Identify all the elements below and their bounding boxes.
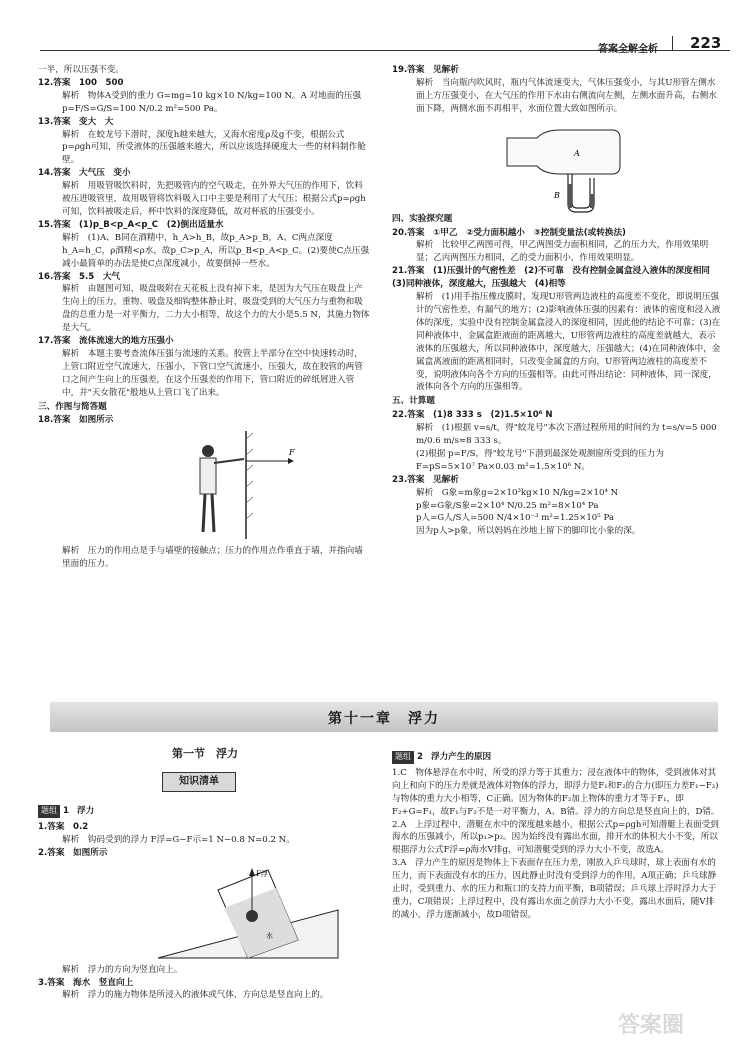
answer-line: 15.答案 (1)p_B<p_A<p_C (2)倒出适量水 [38,219,224,230]
answer-item: 1.C 物体悬浮在水中时，所受的浮力等于其重力；浸在液体中的物体，受到液体对其向上和向下的压力差就是液体对物体的浮力，即浮力是F₁和F₂的合力(即压力差F₁−F₂)与物体的重力大小相等，C正确。因为物体的F₂加上物体的重力才等于F₁，即F₂+G=F₁，故F₁与F₂不是一对平衡力，A、B错。浮力的方向总是竖直向上的，D错。 [392,767,720,817]
answer-line: 13.答案 变大 大 [38,116,114,127]
answer-line: 14.答案 大气压 变小 [38,168,131,179]
group-number: 1 [63,806,69,816]
analysis-line: 解析 浮力的施力物体是所浸入的液体或气体，方向总是竖直向上的。 [62,990,329,1001]
analysis-line: 解析 由题图可知，吸盘吸附在天花板上没有掉下来，是因为大气压在吸盘上产生向上的压力，重物、吸盘及细钩整体静止时，吸盘受到的大气压力与重物和吸盘的总重力是一对平衡力，二力大小相等，故这个力的大小是5.5 N，其施力物体是大气。 [62,284,370,334]
chapter-banner [50,702,718,732]
analysis-line: 解析 用吸管吸饮料时，先把吸管内的空气吸走，在外界大气压的作用下，饮料被压进吸管里，故用吸管将饮料吸入口中主要是利用了大气压；根据公式p=ρgh可知，饮料被吸走后，杯中饮料的深度降低，故对杯底的压强变小。 [62,181,366,217]
analysis-line: 解析 压力的作用点是手与墙壁的接触点；压力的作用点作垂直于墙，并指向墙里面的压力。 [62,546,363,570]
right-column [392,64,722,538]
analysis-line: 解析 当向瓶内吹风时，瓶内气体流速变大，气体压强变小，与其U形管左侧水面上方压强变小，在大气压的作用下水由右侧流向左侧，左侧水面升高，右侧水面下降，两侧水面不再相平，水面位置大致如图所示。 [416,77,717,114]
analysis-line: p人=G人/S人=500 N/4×10⁻³ m²=1.25×10⁵ Pa [416,513,614,524]
section-heading: 四、实验探究题 [392,213,453,224]
force-label-F: F [289,448,295,458]
analysis-line: 解析 (1)根据 v=s/t，得"蛟龙号"本次下潜过程所用的时间约为 t=s/v=5 000 m/0.6 m/s≈8 333 s。 [416,423,717,447]
answer-line: 1.答案 0.2 [38,821,89,832]
analysis-line: 解析 (1)用手指压橡皮膜时，发现U形管两边液柱的高度差不变化，即说明压强计的气密性差，有漏气的地方；(2)影响液体压强的因素有：液体的密度和浸入液体的深度，实验中没有控制金属盒浸入的深度相同，因此他的结论不可靠；(3)在同种液体中，金属盒距液面的距离越大，U形管两边液柱的高度差就越大，表示液体的压强越大，所以同种液体中，深度越大，压强越大；(4)在同种液体中，金属盒离液面的距离相同时，只改变金属盒的方向，U形管两边液柱的高度差不变，说明液体向各个方向的压强相等。由此可得出结论：同种液体，同一深度，液体向各个方向的压强相等。 [416,292,721,393]
answer-line: 21.答案 (1)压强计的气密性差 (2)不可靠 没有控制金属盒浸入液体的深度相同 (3)同种液体，深度越大，压强越大 (4)相等 [392,266,719,290]
analysis-line: 解析 在蛟龙号下潜时，深度h越来越大，又海水密度ρ及g不变，根据公式p=ρgh可知，所受液体的压强越来越大，所以应该选择硬度大一些的材料制作舱壁。 [62,129,366,166]
answer-item: 2.A 上浮过程中，潜艇在水中的深度越来越小，根据公式p=ρgh可知潜艇上表面受到海水的压强减小，所以p₁>p₂。因为始终没有露出水面，排开水的体积大小不变，所以根据浮力公式F浮=ρ海水V排g，可知潜艇受到的浮力大小不变，故选A。 [392,819,719,856]
page-number: 223 [690,34,722,52]
group2-block [392,751,722,922]
group1-block [38,805,370,1002]
answer-line: 3.答案 海水 竖直向上 [38,977,134,988]
page-header [0,0,750,58]
analysis-line: 因为p人>p象，所以妈妈在沙地上留下的脚印比小象的深。 [416,526,641,537]
analysis-line: 解析 浮力的方向为竖直向上。 [62,964,183,975]
watermark: 答案圈 [618,1013,685,1038]
group-number: 2 [417,752,423,762]
group-title: 浮力产生的原因 [430,752,492,762]
header-rule [40,50,730,51]
left-column [38,64,370,571]
answer-item: 3.A 浮力产生的原因是物体上下表面存在压力差，刚放入乒乓球时，球上表面有水的压力，而下表面没有水的压力，因此静止时没有受到浮力的作用，A项正确；乒乓球静止时，受到重力、水的压力和瓶口的支持力而平衡，B项错误；乒乓球上浮时浮力大于重力，C项错误；上浮过程中，没有露出水面之前浮力大小不变，露出水面后，随V排的减小，浮力逐渐减小，故D项错误。 [392,858,717,920]
label-A: A [574,148,580,158]
answer-line: 一半，所以压强不变。 [38,65,124,75]
section-tag: 知识清单 [162,772,236,792]
answer-line: 19.答案 见解析 [392,65,459,75]
answer-line: 2.答案 如图所示 [38,847,108,858]
chapter-title: 第十一章 浮力 [328,711,440,727]
bottle-u-tube-figure [392,116,722,212]
analysis-line: p象=G象/S象=2×10⁴ N/0.25 m²=8×10⁴ Pa [416,500,599,511]
analysis-line: 解析 比较甲乙两图可得，甲乙两图受力面积相同，乙的压力大，作用效果明显；乙丙两图压力相同，乙的受力面积小，作用效果明显。 [416,240,709,264]
group-tag: 题组 [38,805,60,818]
section-heading: 五、计算题 [392,396,435,407]
answer-line: 12.答案 100 500 [38,77,124,88]
label-F-buoyancy: F浮 [256,869,268,878]
section-heading: 三、作图与简答题 [38,401,107,412]
answer-line: 18.答案 如图所示 [38,415,114,426]
analysis-line: 解析 本题主要考查流体压强与流速的关系。胶管上半部分在空中快速转动时，上管口附近空气流速大，压强小，下管口空气流速小，压强大，故在胶管的两管口之间产生向上的压强差，在这个压强差的作用下，管口附近的碎纸屑进入管中，并"天女散花"般地从上管口飞了出来。 [62,348,363,398]
label-water: 水 [266,931,273,940]
wall-push-figure [38,427,370,545]
group-tag: 题组 [392,751,414,764]
header-title: 答案全解全析 [598,44,658,55]
header-divider [672,36,673,51]
analysis-line: 解析 G象=m象g=2×10³kg×10 N/kg=2×10⁴ N [416,487,619,498]
analysis-line: (2)根据 p=F/S，得"蛟龙号"下潜到最深处观测窗所受到的压力为 F=pS=5×10⁷ Pa×0.03 m²=1.5×10⁶ N。 [416,448,664,472]
analysis-line: 解析 物体A受到的重力 G=mg=10 kg×10 N/kg=100 N。A 对地面的压强 p=F/S=G/S=100 N/0.2 m²=500 Pa。 [62,90,362,114]
group-title: 浮力 [76,806,95,816]
buoyancy-figure [38,860,370,964]
label-B: B [554,190,560,200]
answer-line: 16.答案 5.5 大气 [38,271,121,282]
analysis-line: 解析 (1)A、B同在酒精中，h_A>h_B，故p_A>p_B，A、C两点深度h_A=h_C，ρ酒精<ρ水，故p_C>p_A，所以p_B<p_A<p_C。(2)要使C点压强减小最简单的办法是使C点深度减小，故要倒掉一些水。 [62,232,370,269]
section-title: 第一节 浮力 [172,747,238,760]
answer-line: 22.答案 (1)8 333 s (2)1.5×10⁶ N [392,410,553,421]
answer-line: 17.答案 流体流速大的地方压强小 [38,336,174,347]
analysis-line: 解析 钩码受到的浮力 F浮=G−F示=1 N−0.8 N=0.2 N。 [62,834,295,845]
answer-line: 20.答案 ①甲乙 ②受力面积越小 ③控制变量法(或转换法) [392,227,626,238]
answer-line: 23.答案 见解析 [392,474,459,485]
